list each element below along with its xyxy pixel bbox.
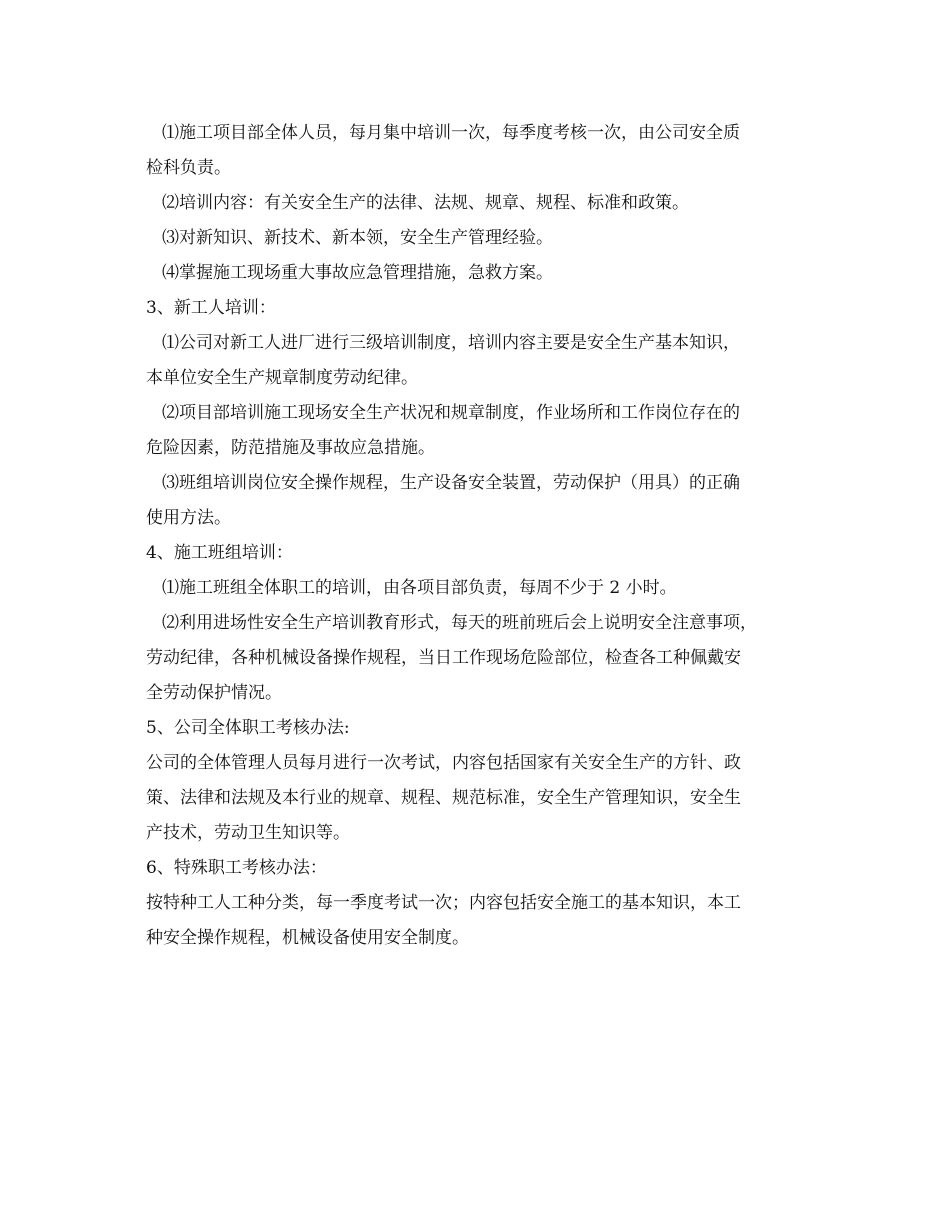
text-line: 产技术，劳动卫生知识等。 bbox=[146, 823, 350, 843]
text-line: 3、新工人培训： bbox=[146, 298, 276, 318]
text-line: 全劳动保护情况。 bbox=[146, 683, 282, 703]
text-line: 按特种工人工种分类，每一季度考试一次；内容包括安全施工的基本知识，本工 bbox=[146, 893, 741, 913]
text-line: ⑵利用进场性安全生产培训教育形式，每天的班前班后会上说明安全注意事项， bbox=[162, 613, 757, 633]
text-line: 危险因素，防范措施及事故应急措施。 bbox=[146, 438, 435, 458]
text-line: 4、施工班组培训： bbox=[146, 543, 293, 563]
text-line: 使用方法。 bbox=[146, 508, 231, 528]
text-line: ⑵培训内容：有关安全生产的法律、法规、规章、规程、标准和政策。 bbox=[162, 193, 689, 213]
text-line: 策、法律和法规及本行业的规章、规程、规范标准，安全生产管理知识，安全生 bbox=[146, 788, 741, 808]
document-body bbox=[146, 116, 806, 956]
text-line: 种安全操作规程，机械设备使用安全制度。 bbox=[146, 928, 469, 948]
text-line: ⑶对新知识、新技术、新本领，安全生产管理经验。 bbox=[162, 228, 553, 248]
text-line: 本单位安全生产规章制度劳动纪律。 bbox=[146, 368, 418, 388]
text-line: ⑴公司对新工人进厂进行三级培训制度，培训内容主要是安全生产基本知识， bbox=[162, 333, 740, 353]
text-line: ⑴施工班组全体职工的培训，由各项目部负责，每周不少于 2 小时。 bbox=[162, 578, 677, 598]
text-line: 检科负责。 bbox=[146, 158, 231, 178]
text-line: 劳动纪律，各种机械设备操作规程，当日工作现场危险部位，检查各工种佩戴安 bbox=[146, 648, 741, 668]
text-line: 5、公司全体职工考核办法: bbox=[146, 718, 350, 738]
text-line: ⑷掌握施工现场重大事故应急管理措施，急救方案。 bbox=[162, 263, 553, 283]
text-line: ⑶班组培训岗位安全操作规程，生产设备安全装置，劳动保护（用具）的正确 bbox=[162, 473, 740, 493]
text-line: 6、特殊职工考核办法： bbox=[146, 858, 327, 878]
text-line: ⑴施工项目部全体人员，每月集中培训一次，每季度考核一次，由公司安全质 bbox=[162, 123, 740, 143]
text-line: 公司的全体管理人员每月进行一次考试，内容包括国家有关安全生产的方针、政 bbox=[146, 753, 741, 773]
text-line: ⑵项目部培训施工现场安全生产状况和规章制度，作业场所和工作岗位存在的 bbox=[162, 403, 740, 423]
